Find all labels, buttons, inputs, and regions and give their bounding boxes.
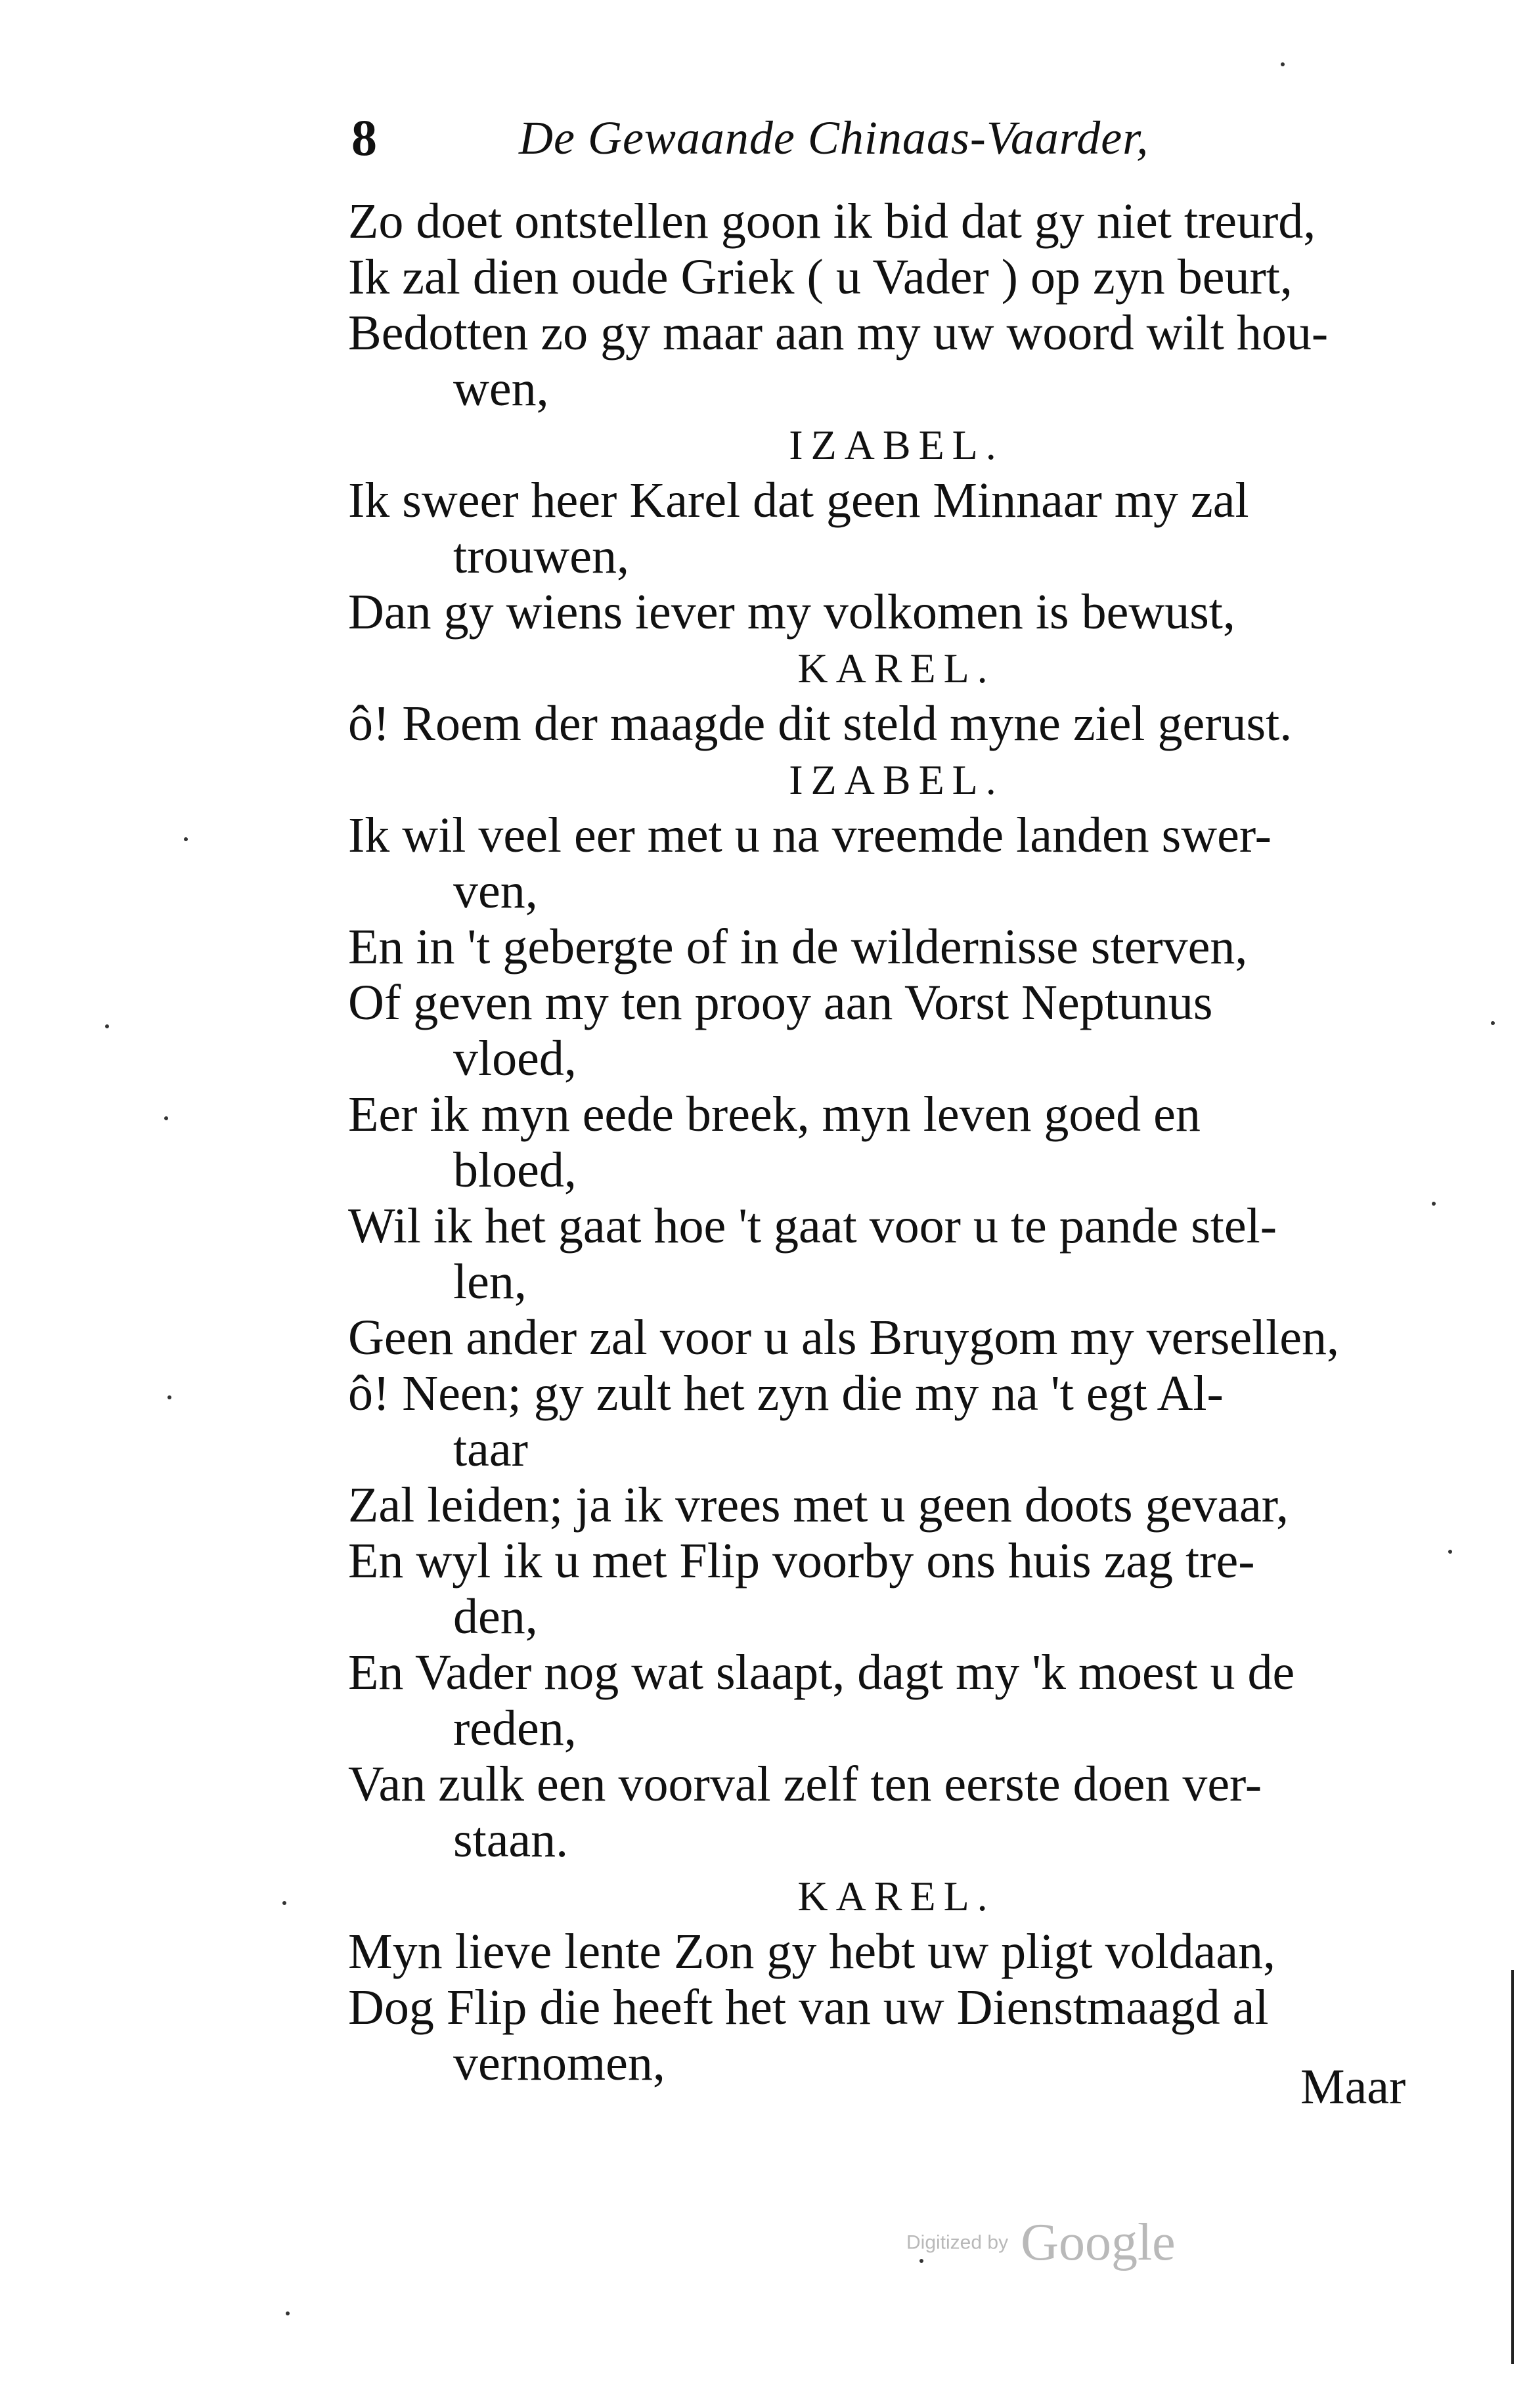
verse-line: Van zulk een voorval zelf ten eerste doen ver-: [348, 1757, 1262, 1812]
verse-line: Dan gy wiens iever my volkomen is bewust,: [348, 584, 1235, 640]
verse-line: Zo doet ontstellen goon ik bid dat gy niet treurd,: [348, 194, 1316, 249]
verse-line: bloed,: [453, 1143, 577, 1198]
verse-line: Ik wil veel eer met u na vreemde landen swer-: [348, 808, 1272, 863]
verse-line: Dog Flip die heeft het van uw Dienstmaagd al: [348, 1980, 1269, 2035]
verse-line: ô! Neen; gy zult het zyn die my na 't egt Al-: [348, 1366, 1224, 1421]
scan-speck: [1281, 62, 1285, 66]
digitized-watermark: [906, 2213, 1176, 2273]
page-edge: [1511, 1970, 1514, 2364]
google-logo: Google: [1021, 2214, 1176, 2271]
scan-speck: [919, 2259, 923, 2263]
verse-line: taar: [453, 1422, 528, 1477]
speaker-heading: IZABEL.: [789, 756, 1004, 803]
page-header: [351, 108, 1337, 181]
verse-line: Myn lieve lente Zon gy hebt uw pligt voldaan,: [348, 1924, 1276, 1979]
scan-speck: [1448, 1550, 1452, 1554]
scan-speck: [286, 2311, 290, 2315]
verse-block: [348, 194, 1425, 2091]
verse-line: Geen ander zal voor u als Bruygom my versellen,: [348, 1310, 1339, 1365]
verse-line: vernomen,: [453, 2036, 665, 2091]
verse-line: ô! Roem der maagde dit steld myne ziel gerust.: [348, 696, 1293, 751]
verse-line: En in 't gebergte of in de wildernisse sterven,: [348, 919, 1248, 974]
scan-speck: [105, 1024, 109, 1028]
verse-line: Bedotten zo gy maar aan my uw woord wilt hou-: [348, 305, 1329, 361]
verse-line: Eer ik myn eede breek, myn leven goed en: [348, 1087, 1201, 1142]
verse-line: staan.: [453, 1812, 569, 1868]
digitized-prefix: Digitized by: [906, 2231, 1009, 2254]
scan-speck: [1491, 1021, 1495, 1025]
verse-line: trouwen,: [453, 529, 630, 584]
page-number: 8: [351, 109, 377, 166]
scan-speck: [1432, 1202, 1436, 1206]
verse-line: Of geven my ten prooy aan Vorst Neptunus: [348, 975, 1213, 1030]
verse-line: Ik zal dien oude Griek ( u Vader ) op zyn beurt,: [348, 250, 1293, 305]
verse-line: den,: [453, 1589, 538, 1644]
verse-line: reden,: [453, 1701, 577, 1756]
verse-line: vloed,: [453, 1031, 577, 1086]
verse-line: Wil ik het gaat hoe 't gaat voor u te pande stel-: [348, 1198, 1277, 1254]
verse-line: ven,: [453, 864, 538, 919]
verse-line: En wyl ik u met Flip voorby ons huis zag tre-: [348, 1533, 1255, 1588]
speaker-heading: IZABEL.: [789, 422, 1004, 468]
scan-speck: [164, 1116, 168, 1120]
verse-line: Zal leiden; ja ik vrees met u geen doots gevaar,: [348, 1478, 1289, 1533]
verse-line: wen,: [453, 361, 549, 416]
scan-speck: [282, 1901, 286, 1905]
speaker-heading: KAREL.: [797, 1873, 996, 1919]
scan-speck: [184, 837, 188, 841]
catchword: Maar: [1300, 2059, 1406, 2114]
scan-speck: [167, 1395, 171, 1399]
verse-line: Ik sweer heer Karel dat geen Minnaar my zal: [348, 473, 1249, 528]
speaker-heading: KAREL.: [797, 645, 996, 691]
verse-line: En Vader nog wat slaapt, dagt my 'k moest u de: [348, 1645, 1295, 1700]
running-title: De Gewaande Chinaas-Vaarder,: [519, 112, 1149, 164]
verse-line: len,: [453, 1254, 527, 1309]
